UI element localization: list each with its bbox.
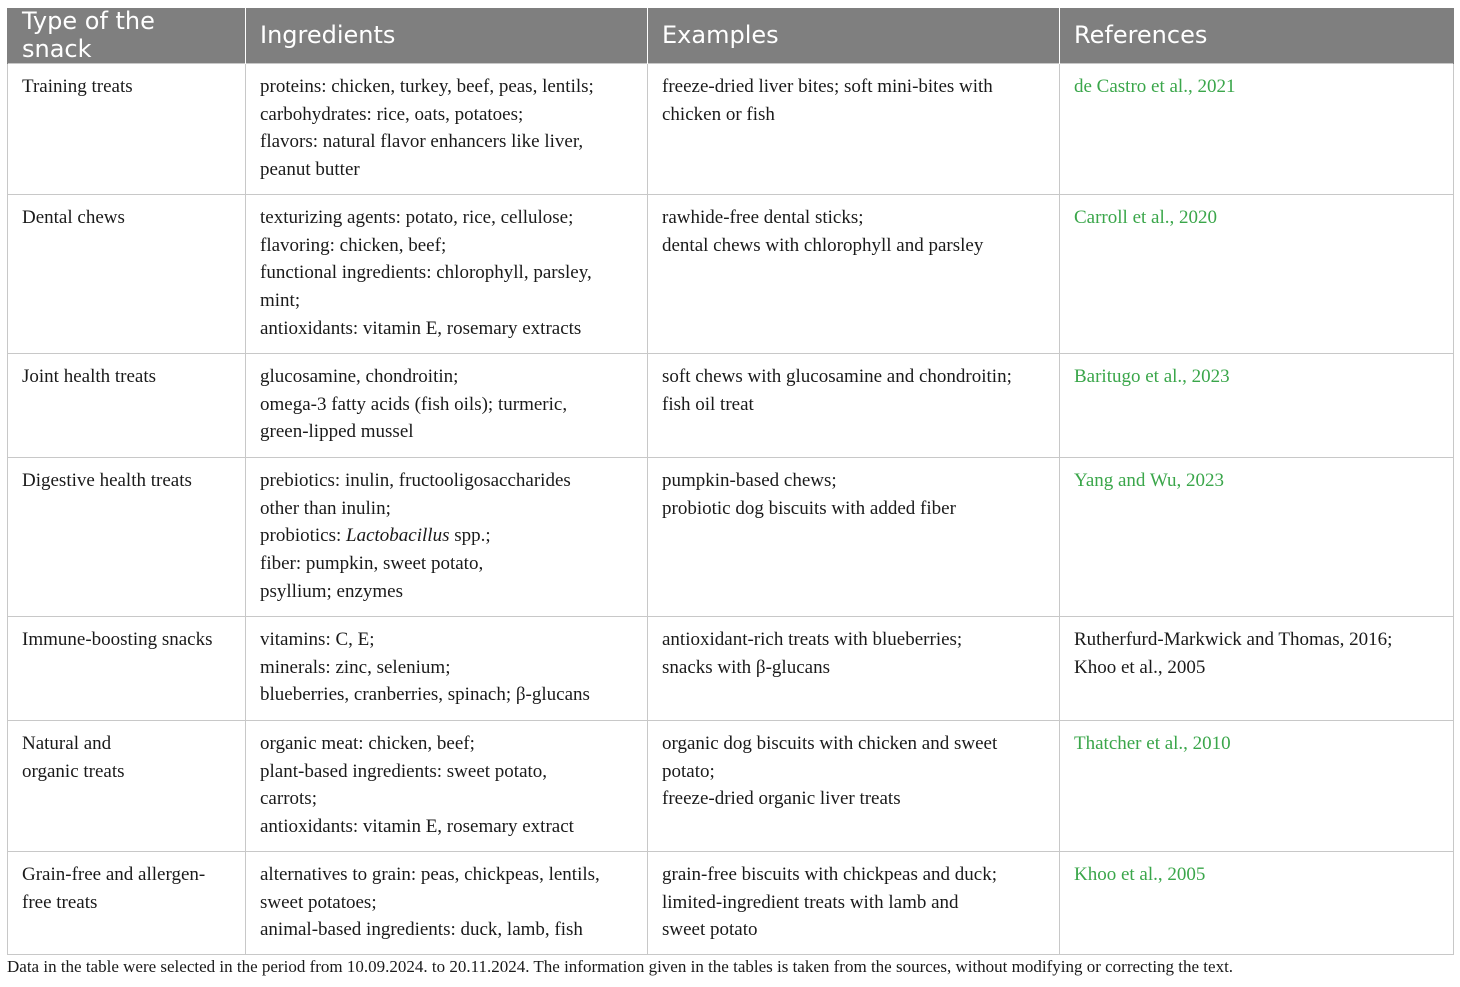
- example-line: fish oil treat: [662, 393, 754, 415]
- reference-separator: ;: [1387, 629, 1393, 651]
- cell-ingredients: [246, 458, 648, 617]
- cell-ingredients: [246, 354, 648, 458]
- type-line: organic treats: [22, 760, 125, 782]
- cell-ingredients: [246, 721, 648, 852]
- cell-examples: [648, 354, 1060, 458]
- cell-type: [8, 354, 246, 458]
- reference-link[interactable]: Khoo et al., 2005: [1074, 864, 1206, 886]
- cell-examples: [648, 721, 1060, 852]
- example-line: organic dog biscuits with chicken and sweet: [662, 733, 998, 755]
- ingredient-line: sweet potatoes;: [260, 891, 377, 913]
- ingredient-line: omega-3 fatty acids (fish oils); turmeric,: [260, 393, 568, 415]
- type-line: Joint health treats: [22, 366, 157, 388]
- table-row: [8, 617, 1454, 721]
- example-line: potato;: [662, 760, 715, 782]
- ingredient-line: flavors: natural flavor enhancers like liver,: [260, 131, 584, 153]
- cell-examples: [648, 195, 1060, 354]
- cell-type: [8, 617, 246, 721]
- ingredient-line: glucosamine, chondroitin;: [260, 366, 459, 388]
- cell-type: [8, 458, 246, 617]
- probiotics-prefix: probiotics:: [260, 525, 347, 547]
- reference-link[interactable]: Baritugo et al., 2023: [1074, 366, 1230, 388]
- cell-examples: [648, 458, 1060, 617]
- table-row: [8, 721, 1454, 852]
- type-line: free treats: [22, 891, 98, 913]
- example-line: chicken or fish: [662, 103, 775, 125]
- cell-examples: [648, 617, 1060, 721]
- example-line: soft chews with glucosamine and chondroitin;: [662, 366, 1012, 388]
- header-ingredients: Ingredients: [246, 8, 648, 64]
- ingredient-line: carbohydrates: rice, oats, potatoes;: [260, 103, 524, 125]
- cell-references: [1060, 354, 1454, 458]
- cell-type: [8, 195, 246, 354]
- example-line: snacks with β-glucans: [662, 656, 830, 678]
- example-line: rawhide-free dental sticks;: [662, 207, 864, 229]
- ingredient-line: functional ingredients: chlorophyll, parsley,: [260, 262, 592, 284]
- probiotics-genus: Lactobacillus: [346, 525, 450, 547]
- ingredient-line: flavoring: chicken, beef;: [260, 234, 447, 256]
- cell-ingredients: [246, 852, 648, 955]
- ingredient-line: proteins: chicken, turkey, beef, peas, lentils;: [260, 76, 594, 98]
- ingredient-line: plant-based ingredients: sweet potato,: [260, 760, 548, 782]
- ingredient-line: green-lipped mussel: [260, 421, 414, 443]
- type-line: Digestive health treats: [22, 470, 192, 492]
- type-line: Natural and: [22, 733, 112, 755]
- cell-ingredients: [246, 64, 648, 195]
- reference-link[interactable]: Thatcher et al., 2010: [1074, 733, 1231, 755]
- cell-ingredients: [246, 617, 648, 721]
- ingredient-line: blueberries, cranberries, spinach; β-glucans: [260, 684, 590, 706]
- example-line: sweet potato: [662, 919, 758, 941]
- type-line: Dental chews: [22, 207, 125, 229]
- cell-references: [1060, 617, 1454, 721]
- cell-examples: [648, 852, 1060, 955]
- ingredient-line: fiber: pumpkin, sweet potato,: [260, 552, 484, 574]
- header-type: Type of the snack: [8, 8, 246, 64]
- reference-link[interactable]: Carroll et al., 2020: [1074, 207, 1217, 229]
- ingredient-line: antioxidants: vitamin E, rosemary extracts: [260, 317, 582, 339]
- probiotics-suffix: spp.;: [449, 525, 491, 547]
- example-line: freeze-dried organic liver treats: [662, 788, 901, 810]
- cell-references: [1060, 458, 1454, 617]
- cell-type: [8, 721, 246, 852]
- type-line: Immune-boosting snacks: [22, 629, 213, 651]
- ingredient-line: organic meat: chicken, beef;: [260, 733, 475, 755]
- reference-link[interactable]: Khoo et al., 2005: [1074, 656, 1206, 678]
- example-line: antioxidant-rich treats with blueberries;: [662, 629, 963, 651]
- table-row: [8, 64, 1454, 195]
- table-row: [8, 852, 1454, 955]
- reference-link[interactable]: Yang and Wu, 2023: [1074, 470, 1225, 492]
- ingredient-line: peanut butter: [260, 158, 360, 180]
- example-line: pumpkin-based chews;: [662, 470, 837, 492]
- ingredient-line-probiotics: [260, 522, 634, 550]
- ingredient-line: antioxidants: vitamin E, rosemary extract: [260, 815, 574, 837]
- ingredient-line: alternatives to grain: peas, chickpeas, lentils,: [260, 864, 600, 886]
- example-line: probiotic dog biscuits with added fiber: [662, 497, 956, 519]
- table-row: [8, 458, 1454, 617]
- cell-references: [1060, 64, 1454, 195]
- cell-type: [8, 64, 246, 195]
- table-header-row: [8, 8, 1454, 64]
- cell-references: [1060, 721, 1454, 852]
- ingredient-line: animal-based ingredients: duck, lamb, fish: [260, 919, 583, 941]
- snack-table: [7, 8, 1454, 955]
- cell-type: [8, 852, 246, 955]
- header-references: References: [1060, 8, 1454, 64]
- reference-link[interactable]: Rutherfurd-Markwick and Thomas, 2016: [1074, 629, 1388, 651]
- reference-line: [1074, 626, 1440, 654]
- ingredient-line: carrots;: [260, 788, 317, 810]
- ingredient-line: texturizing agents: potato, rice, cellulose;: [260, 207, 574, 229]
- table-row: [8, 354, 1454, 458]
- example-line: dental chews with chlorophyll and parsley: [662, 234, 984, 256]
- example-line: freeze-dried liver bites; soft mini-bites with: [662, 76, 993, 98]
- cell-ingredients: [246, 195, 648, 354]
- table-row: [8, 195, 1454, 354]
- type-line: Training treats: [22, 76, 133, 98]
- table-footnote: Data in the table were selected in the period from 10.09.2024. to 20.11.2024. The information given in the tables is taken from the sources, without modifying or correcting the text.: [7, 957, 1234, 976]
- ingredient-line: other than inulin;: [260, 497, 391, 519]
- header-examples: Examples: [648, 8, 1060, 64]
- cell-examples: [648, 64, 1060, 195]
- cell-references: [1060, 852, 1454, 955]
- ingredient-line: psyllium; enzymes: [260, 580, 404, 602]
- ingredient-line: prebiotics: inulin, fructooligosaccharides: [260, 470, 571, 492]
- example-line: limited-ingredient treats with lamb and: [662, 891, 959, 913]
- ingredient-line: mint;: [260, 289, 301, 311]
- example-line: grain-free biscuits with chickpeas and duck;: [662, 864, 998, 886]
- ingredient-line: vitamins: C, E;: [260, 629, 375, 651]
- cell-references: [1060, 195, 1454, 354]
- ingredient-line: minerals: zinc, selenium;: [260, 656, 451, 678]
- reference-link[interactable]: de Castro et al., 2021: [1074, 76, 1236, 98]
- type-line: Grain-free and allergen-: [22, 864, 206, 886]
